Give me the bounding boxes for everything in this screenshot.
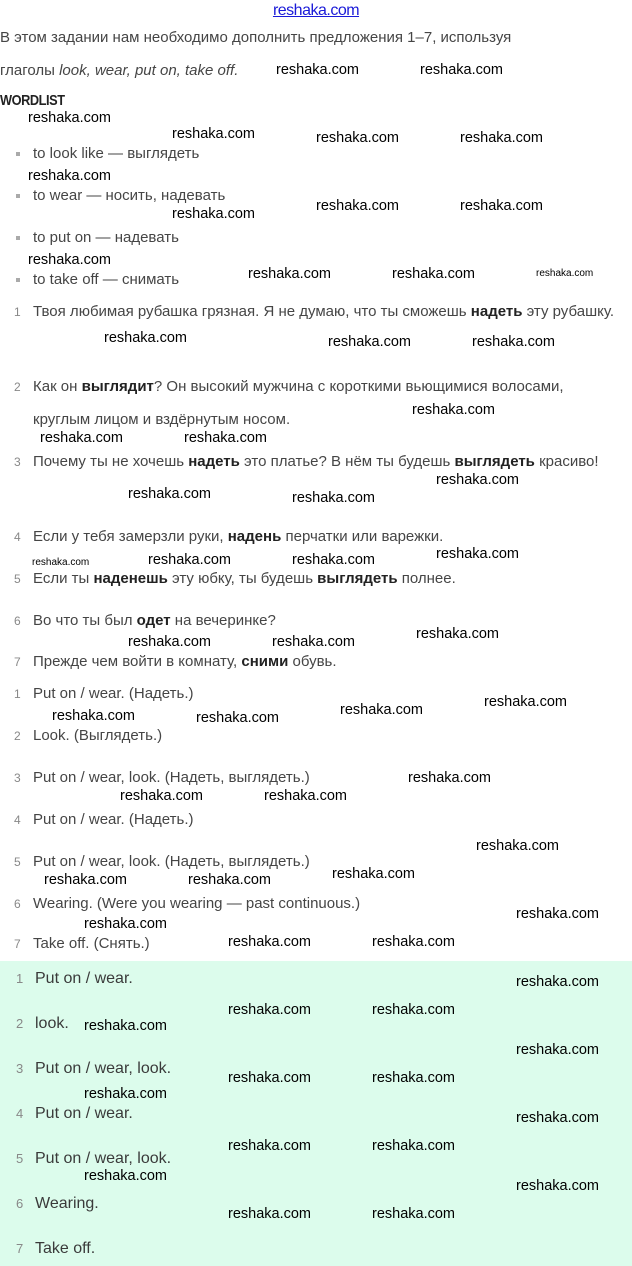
sentence-2 — [14, 370, 614, 436]
watermark-text: reshaka.com — [196, 710, 280, 726]
watermark-text: reshaka.com — [516, 1110, 600, 1126]
intro-line-2 — [0, 54, 238, 88]
answer-3 — [16, 1057, 171, 1081]
watermark-text: reshaka.com — [84, 1168, 168, 1184]
answer-text: Take off. — [35, 1240, 96, 1257]
text: Почему ты не хочешь — [33, 453, 189, 470]
answer-4 — [16, 1102, 133, 1126]
watermark-text: reshaka.com — [292, 490, 376, 506]
watermark-text: reshaka.com — [536, 268, 594, 279]
item-number: 5 — [16, 1151, 24, 1166]
bullet-icon — [16, 152, 20, 156]
wordlist-item-text: to wear — носить, надевать — [33, 187, 226, 204]
answer-2 — [16, 1012, 69, 1036]
watermark-text: reshaka.com — [228, 1002, 312, 1018]
item-number: 1 — [16, 971, 24, 986]
watermark-text: reshaka.com — [272, 634, 356, 650]
item-number: 5 — [14, 855, 21, 869]
watermark-text: reshaka.com — [228, 1070, 312, 1086]
bold-verb: надень — [227, 528, 282, 545]
answer-7 — [16, 1237, 95, 1261]
watermark-text: reshaka.com — [292, 552, 376, 568]
wordlist-heading: WORDLIST — [0, 92, 65, 109]
watermark-text: reshaka.com — [40, 430, 124, 446]
watermark-text: reshaka.com — [408, 770, 492, 786]
bold-verb: сними — [241, 653, 289, 670]
item-number: 6 — [14, 897, 21, 911]
watermark-text: reshaka.com — [372, 1206, 456, 1222]
text: Во что ты был — [33, 612, 137, 629]
answer-text: Put on / wear. — [35, 1105, 133, 1122]
watermark-text: reshaka.com — [228, 934, 312, 950]
item-number: 2 — [14, 380, 21, 394]
explanation-text: Put on / wear, look. (Надеть, выглядеть.) — [33, 853, 310, 870]
item-number: 7 — [14, 655, 21, 669]
bold-verb: надеть — [188, 453, 240, 470]
watermark-text: reshaka.com — [188, 872, 272, 888]
text: перчатки или варежки. — [281, 528, 444, 545]
watermark-text: reshaka.com — [228, 1138, 312, 1154]
watermark-text: reshaka.com — [340, 702, 424, 718]
wordlist-item — [16, 229, 179, 246]
watermark-text: reshaka.com — [372, 1002, 456, 1018]
site-title-link[interactable]: reshaka.com — [272, 2, 360, 19]
watermark-text: reshaka.com — [472, 334, 556, 350]
watermark-text: reshaka.com — [484, 694, 568, 710]
watermark-text: reshaka.com — [148, 552, 232, 568]
watermark-text: reshaka.com — [392, 266, 476, 282]
watermark-text: reshaka.com — [172, 126, 256, 142]
intro-line-1: В этом задании нам необходимо дополнить предложения 1–7, используя — [0, 29, 512, 46]
watermark-text: reshaka.com — [316, 198, 400, 214]
intro-prefix: глаголы — [0, 62, 60, 79]
watermark-text: reshaka.com — [264, 788, 348, 804]
item-number: 3 — [16, 1061, 24, 1076]
watermark-text: reshaka.com — [476, 838, 560, 854]
watermark-text: reshaka.com — [32, 557, 90, 568]
answer-text: Wearing. — [35, 1195, 99, 1212]
bullet-icon — [16, 194, 20, 198]
item-number: 4 — [16, 1106, 24, 1121]
watermark-text: reshaka.com — [184, 430, 268, 446]
watermark-text: reshaka.com — [332, 866, 416, 882]
watermark-text: reshaka.com — [416, 626, 500, 642]
watermark-text: reshaka.com — [28, 110, 112, 126]
wordlist-item-text: to put on — надевать — [33, 229, 179, 246]
wordlist-item — [16, 271, 179, 288]
watermark-text: reshaka.com — [460, 130, 544, 146]
watermark-text: reshaka.com — [516, 906, 600, 922]
explanation-text: Take off. (Снять.) — [33, 935, 150, 952]
text: Если у тебя замерзли руки, — [33, 528, 228, 545]
text: ? Он высокий мужчина с короткими вьющимися волосами, круглым лицом и вздёрнутым носом. — [33, 378, 564, 428]
text: эту рубашку. — [522, 303, 614, 320]
bold-verb: выглядеть — [317, 570, 398, 587]
item-number: 4 — [14, 530, 21, 544]
watermark-text: reshaka.com — [28, 252, 112, 268]
explanation-text: Put on / wear. (Надеть.) — [33, 811, 194, 828]
watermark-text: reshaka.com — [228, 1206, 312, 1222]
item-number: 7 — [16, 1241, 24, 1256]
watermark-text: reshaka.com — [128, 634, 212, 650]
text: Прежде чем войти в комнату, — [33, 653, 242, 670]
item-number: 3 — [14, 455, 21, 469]
item-number: 3 — [14, 771, 21, 785]
item-number: 1 — [14, 687, 21, 701]
watermark-text: reshaka.com — [172, 206, 256, 222]
watermark-text: reshaka.com — [44, 872, 128, 888]
watermark-text: reshaka.com — [84, 1086, 168, 1102]
text: это платье? В нём ты будешь — [239, 453, 455, 470]
text: эту юбку, ты будешь — [167, 570, 318, 587]
answer-1 — [16, 967, 133, 991]
wordlist-item-text: to take off — снимать — [33, 271, 180, 288]
watermark-text: reshaka.com — [248, 266, 332, 282]
answer-text: Put on / wear. — [35, 970, 133, 987]
text: Как он — [33, 378, 82, 395]
text: на вечеринке? — [170, 612, 276, 629]
bullet-icon — [16, 236, 20, 240]
watermark-text: reshaka.com — [276, 62, 360, 78]
watermark-text: reshaka.com — [52, 708, 136, 724]
watermark-text: reshaka.com — [436, 546, 520, 562]
answer-text: look. — [35, 1015, 69, 1032]
wordlist-item — [16, 187, 225, 204]
explanation-text: Look. (Выглядеть.) — [33, 727, 163, 744]
wordlist-item-text: to look like — выглядеть — [33, 145, 200, 162]
bullet-icon — [16, 278, 20, 282]
item-number: 5 — [14, 572, 21, 586]
sentence-6 — [14, 604, 614, 638]
watermark-text: reshaka.com — [372, 1138, 456, 1154]
watermark-text: reshaka.com — [328, 334, 412, 350]
watermark-text: reshaka.com — [28, 168, 112, 184]
item-number: 7 — [14, 937, 21, 951]
watermark-text: reshaka.com — [516, 974, 600, 990]
watermark-text: reshaka.com — [516, 1042, 600, 1058]
answer-6 — [16, 1192, 99, 1216]
item-number: 4 — [14, 813, 21, 827]
bold-verb: одет — [136, 612, 171, 629]
answer-text: Put on / wear, look. — [35, 1060, 172, 1077]
explanation-text: Put on / wear. (Надеть.) — [33, 685, 194, 702]
item-number: 6 — [16, 1196, 24, 1211]
bold-verb: выглядит — [81, 378, 154, 395]
intro-verbs: look, wear, put on, take off. — [59, 62, 239, 79]
watermark-text: reshaka.com — [372, 934, 456, 950]
item-number: 2 — [16, 1016, 24, 1031]
sentence-4 — [14, 520, 614, 554]
watermark-text: reshaka.com — [104, 330, 188, 346]
watermark-text: reshaka.com — [84, 916, 168, 932]
watermark-text: reshaka.com — [128, 486, 212, 502]
bold-verb: выглядеть — [454, 453, 535, 470]
text: Если ты — [33, 570, 94, 587]
bold-verb: надеть — [470, 303, 523, 320]
watermark-text: reshaka.com — [412, 402, 496, 418]
item-number: 1 — [14, 305, 21, 319]
explanation-text: Put on / wear, look. (Надеть, выглядеть.) — [33, 769, 310, 786]
item-number: 2 — [14, 729, 21, 743]
text: обувь. — [288, 653, 337, 670]
watermark-text: reshaka.com — [516, 1178, 600, 1194]
answer-text: Put on / wear, look. — [35, 1150, 172, 1167]
watermark-text: reshaka.com — [436, 472, 520, 488]
watermark-text: reshaka.com — [316, 130, 400, 146]
watermark-text: reshaka.com — [372, 1070, 456, 1086]
watermark-text: reshaka.com — [84, 1018, 168, 1034]
text: Твоя любимая рубашка грязная. Я не думаю, что ты сможешь — [33, 303, 471, 320]
explanation-4 — [14, 803, 614, 837]
bold-verb: наденешь — [93, 570, 168, 587]
explanation-text: Wearing. (Were you wearing — past continuous.) — [33, 895, 361, 912]
wordlist-item — [16, 145, 199, 162]
sentence-3 — [14, 445, 614, 479]
text: полнее. — [397, 570, 456, 587]
sentence-1 — [14, 295, 614, 329]
watermark-text: reshaka.com — [460, 198, 544, 214]
text: красиво! — [534, 453, 599, 470]
item-number: 6 — [14, 614, 21, 628]
watermark-text: reshaka.com — [120, 788, 204, 804]
watermark-text: reshaka.com — [420, 62, 504, 78]
